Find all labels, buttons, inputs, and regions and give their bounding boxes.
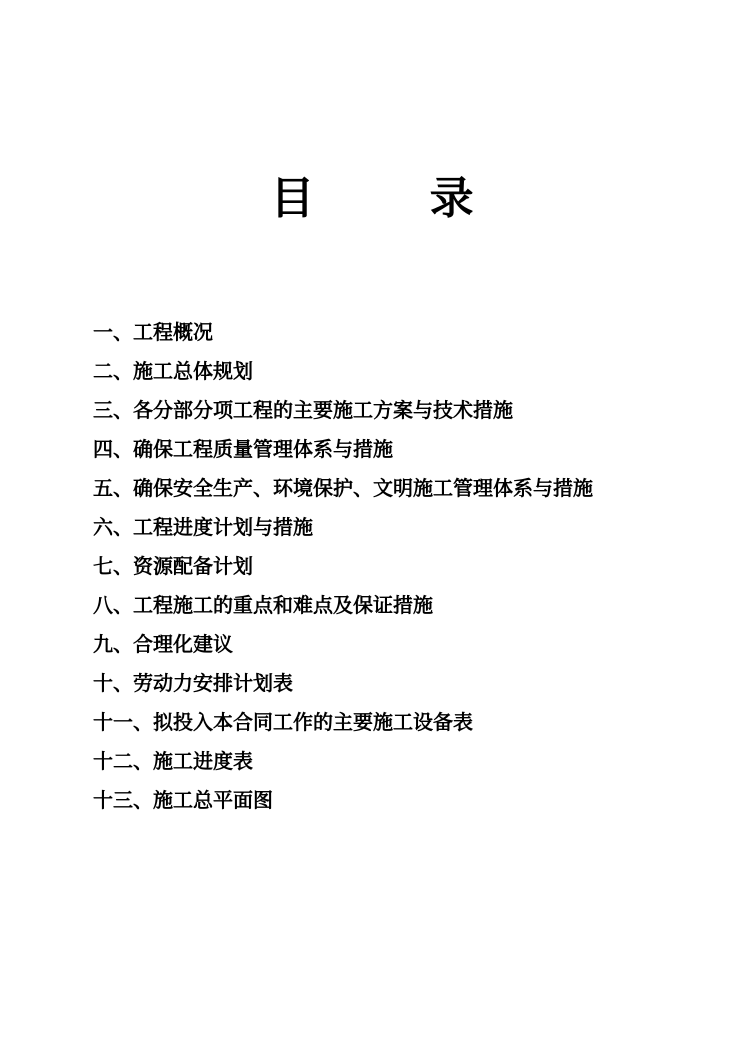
- toc-item: 九、合理化建议: [93, 632, 233, 656]
- toc-item: 六、工程进度计划与措施: [93, 515, 313, 539]
- toc-item: 十一、拟投入本合同工作的主要施工设备表: [93, 710, 473, 734]
- toc-item: 八、工程施工的重点和难点及保证措施: [93, 593, 433, 617]
- page-title: 目 录: [270, 173, 524, 224]
- toc-item: 三、各分部分项工程的主要施工方案与技术措施: [93, 398, 513, 422]
- toc-item: 一、工程概况: [93, 320, 213, 344]
- toc-item: 二、施工总体规划: [93, 359, 253, 383]
- toc-item: 四、确保工程质量管理体系与措施: [93, 437, 393, 461]
- toc-item: 十二、施工进度表: [93, 749, 253, 773]
- toc-item: 五、确保安全生产、环境保护、文明施工管理体系与措施: [93, 476, 593, 500]
- toc-item: 十、劳动力安排计划表: [93, 671, 293, 695]
- table-of-contents: [93, 313, 713, 820]
- toc-item: 十三、施工总平面图: [93, 788, 273, 812]
- toc-item: 七、资源配备计划: [93, 554, 253, 578]
